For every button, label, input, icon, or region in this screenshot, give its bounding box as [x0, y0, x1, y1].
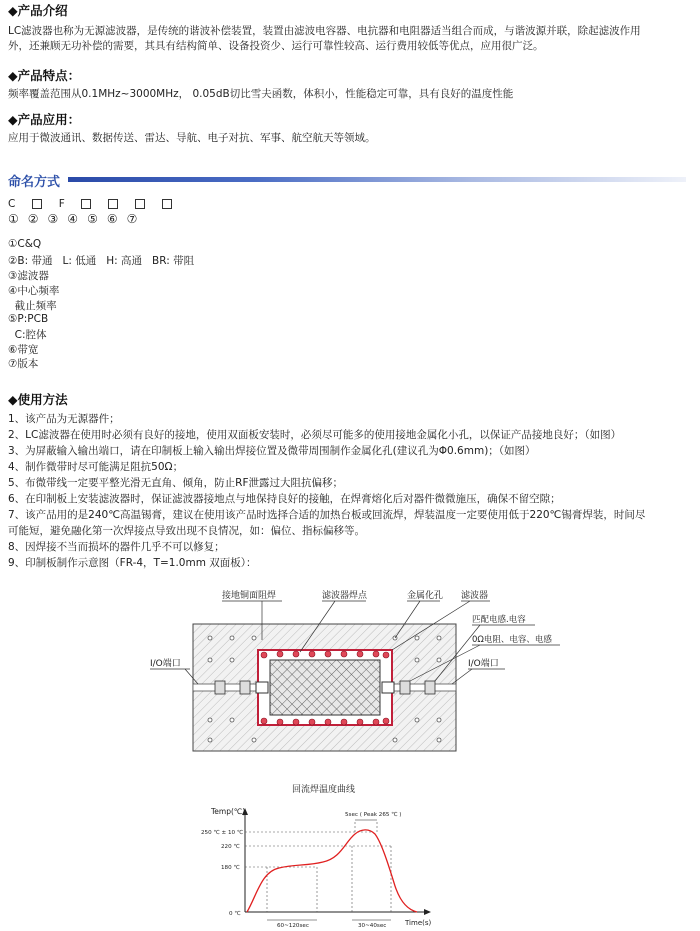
x-axis-arrow — [424, 909, 431, 915]
usage-line-9: 8、因焊接不当而损坏的器件几乎不可以修复； — [8, 541, 225, 553]
label-io-right: I/O端口 — [468, 659, 499, 669]
y-tick-220: 220 ℃ — [221, 844, 240, 850]
code-box-6 — [135, 199, 145, 209]
code-number-6: ⑥ — [106, 212, 127, 226]
naming-item-5: 截止频率 — [8, 300, 57, 312]
naming-item-3: ③滤波器 — [8, 270, 49, 282]
match-component-left — [215, 681, 225, 694]
naming-item-9: ⑦版本 — [8, 358, 39, 370]
y-axis-label: Temp(℃) — [211, 807, 246, 816]
naming-item-4: ④中心频率 — [8, 285, 60, 297]
usage-line-2: 2、LC滤波器在使用时必须有良好的接地，使用双面板安装时，必须尽可能多的使用接地金属化小孔，以保证产品接地良好；（如图） — [8, 429, 622, 441]
usage-line-6: 6、在印制板上安装滤波器时，保证滤波器接地点与地保持良好的接触，在焊膏熔化后对器件微微施压，确保不留空隙； — [8, 493, 561, 505]
applications-heading: ◆产品应用： — [8, 112, 81, 127]
label-io-left: I/O端口 — [150, 659, 181, 669]
usage-line-7: 7、该产品用的是240℃高温锡膏，建议在使用该产品时选择合适的加热台板或回流焊，焊装温度一定要使用低于220℃锡膏焊装，时间尽 — [8, 509, 646, 521]
span-label-2: 30~40sec — [358, 923, 387, 928]
applications-line-1: 应用于微波通讯、数据传送、雷达、导航、电子对抗、军事、航空航天等领域。 — [8, 132, 376, 144]
intro-line-2: 外，还兼顾无功补偿的需要，其具有结构简单、设备投资少、运行可靠性较高、运行费用较低等优点，应用很广泛。 — [8, 40, 544, 52]
code-number-1: ① — [8, 212, 28, 226]
label-metal-via: 金属化孔 — [407, 591, 444, 601]
zero-ohm-component-left — [240, 681, 250, 694]
y-tick-180: 180 ℃ — [221, 865, 240, 871]
usage-line-10: 9、印制板制作示意图（FR-4，T=1.0mm 双面板）： — [8, 557, 257, 569]
code-letter-3: F — [58, 198, 65, 210]
label-ground-copper: 接地铜面阻焊 — [222, 591, 277, 601]
naming-title-rule — [68, 177, 686, 182]
naming-item-7: C:腔体 — [8, 329, 47, 341]
naming-item-2: ②B: 带通 L: 低通 H: 高通 BR: 带阻 — [8, 255, 195, 267]
io-pad-right — [382, 682, 394, 693]
usage-heading: ◆使用方法 — [8, 392, 68, 407]
label-filter: 滤波器 — [461, 591, 489, 601]
label-zero-ohm: 0Ω电阻、电容、电感 — [472, 635, 552, 645]
label-match-lc: 匹配电感.电容 — [472, 615, 526, 625]
filter-body — [270, 660, 380, 715]
usage-line-8: 可能短，避免融化第一次焊接点导致出现不良情况，如：偏位、指标偏移等。 — [8, 525, 365, 537]
reflow-curve — [247, 830, 417, 912]
match-component-right — [400, 681, 410, 694]
intro-heading: ◆产品介绍 — [8, 3, 68, 18]
naming-number-row — [8, 212, 146, 226]
microstrip-right — [385, 684, 456, 691]
io-pad-left — [256, 682, 268, 693]
features-heading: ◆产品特点： — [8, 68, 81, 83]
code-number-3: ③ — [47, 212, 68, 226]
naming-title: 命名方式 — [8, 175, 61, 190]
reflow-chart-title: 回流焊温度曲线 — [292, 785, 356, 795]
code-number-2: ② — [27, 212, 48, 226]
code-box-2 — [32, 199, 42, 209]
code-number-4: ④ — [67, 212, 88, 226]
guide-lines — [245, 820, 391, 912]
code-letter-1: C — [8, 198, 16, 210]
naming-item-8: ⑥带宽 — [8, 344, 39, 356]
features-line-1: 频率覆盖范围从0.1MHz~3000MHz， 0.05dB切比雪夫函数，体积小，性能稳定可靠，具有良好的温度性能 — [8, 88, 514, 100]
pcb-layout-diagram — [0, 580, 700, 760]
x-axis-label: Time(s) — [405, 919, 432, 927]
usage-line-1: 1、该产品为无源器件； — [8, 413, 120, 425]
y-tick-0: 0 ℃ — [229, 911, 241, 917]
usage-line-3: 3、为屏蔽输入输出端口，请在印制板上输入输出焊接位置及微带周围制作金属化孔(建议孔为Φ0.6mm)；（如图） — [8, 445, 536, 457]
zero-ohm-component-right — [425, 681, 435, 694]
usage-line-4: 4、制作微带时尽可能满足阻抗50Ω； — [8, 461, 184, 473]
microstrip-left — [193, 684, 265, 691]
naming-code-row — [8, 198, 172, 210]
code-box-7 — [162, 199, 172, 209]
span-label-1: 60~120sec — [277, 923, 309, 928]
code-box-5 — [108, 199, 118, 209]
naming-item-1: ①C&Q — [8, 238, 42, 250]
y-tick-250: 250 ℃ ± 10 ℃ — [201, 830, 244, 836]
reflow-chart — [195, 800, 455, 928]
peak-label: 5sec ( Peak 265 ℃ ) — [345, 812, 402, 818]
code-number-7: ⑦ — [126, 212, 147, 226]
label-filter-solder: 滤波器焊点 — [322, 591, 368, 601]
code-box-4 — [81, 199, 91, 209]
code-number-5: ⑤ — [87, 212, 107, 226]
intro-line-1: LC滤波器也称为无源滤波器，是传统的谐波补偿装置，装置由滤波电容器、电抗器和电阻器适当组合而成，与谐波源并联，除起滤波作用 — [8, 25, 641, 37]
usage-line-5: 5、布微带线一定要平整光滑无直角、倾角，防止RF泄露过大阻抗偏移； — [8, 477, 344, 489]
naming-item-6: ⑤P:PCB — [8, 313, 49, 325]
